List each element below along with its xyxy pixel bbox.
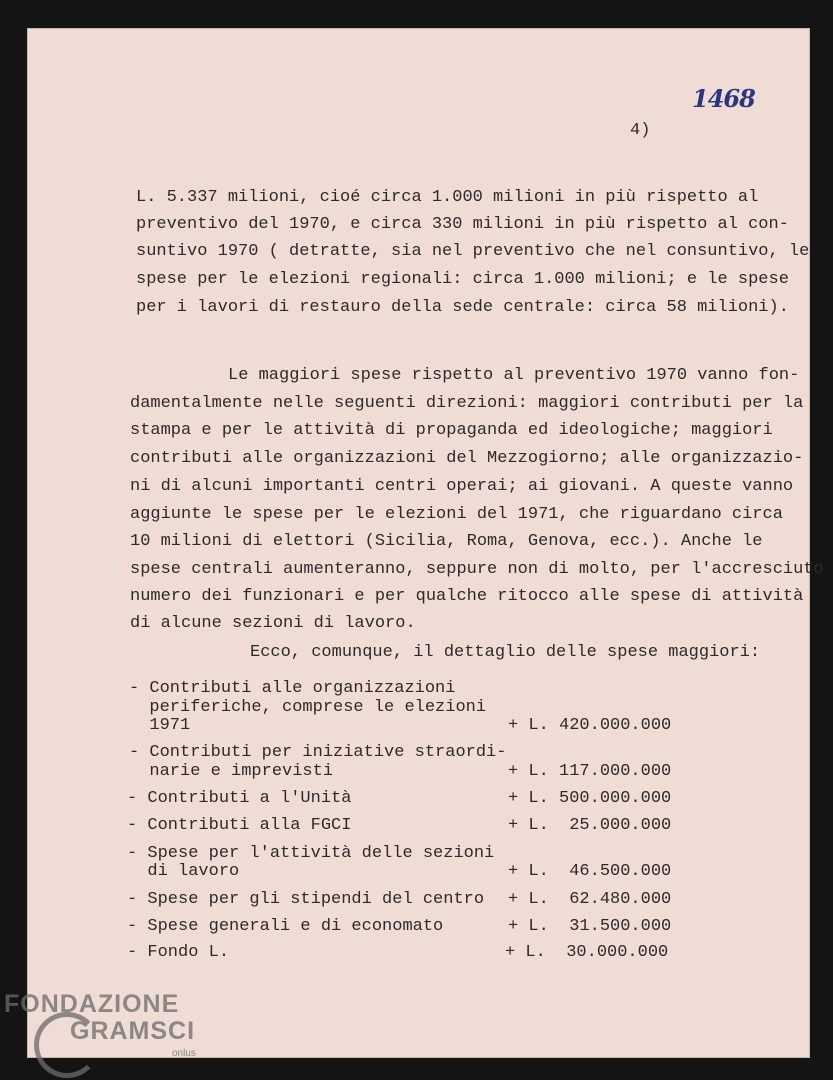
expense-label: - Fondo L.: [127, 943, 230, 962]
expense-amount: + L. 62.480.000: [508, 890, 672, 909]
text-line: 10 milioni di elettori (Sicilia, Roma, Genova, ecc.). Anche le: [130, 532, 763, 551]
expense-amount: + L. 420.000.000: [508, 716, 672, 735]
archive-stamp-number: 1468: [692, 84, 755, 113]
expense-label: periferiche, comprese le elezioni: [129, 698, 487, 717]
text-line: preventivo del 1970, e circa 330 milioni in più rispetto al con-: [136, 215, 789, 234]
expense-label: di lavoro: [127, 862, 240, 881]
watermark-line2: GRAMSCI: [70, 1017, 196, 1045]
text-line: L. 5.337 milioni, cioé circa 1.000 milioni in più rispetto al: [136, 188, 759, 207]
expense-label: - Contributi alle organizzazioni: [129, 679, 456, 698]
expense-label: 1971: [129, 716, 191, 735]
text-line: ni di alcuni importanti centri operai; ai giovani. A queste vanno: [130, 477, 794, 496]
expense-label: - Spese generali e di economato: [127, 917, 444, 936]
text-line: damentalmente nelle seguenti direzioni: maggiori contributi per la: [130, 394, 804, 413]
expense-amount: + L. 25.000.000: [508, 816, 672, 835]
text-line: numero dei funzionari e per qualche ritocco alle spese di attività: [130, 587, 804, 606]
expense-label: - Contributi a l'Unità: [127, 789, 352, 808]
expense-label: - Contributi alla FGCI: [127, 816, 352, 835]
text-line: stampa e per le attività di propaganda ed ideologiche; maggiori: [130, 421, 773, 440]
text-line: spese per le elezioni regionali: circa 1.000 milioni; e le spese: [136, 270, 789, 289]
page-number: 4): [630, 121, 651, 140]
expense-label: - Contributi per iniziative straordi-: [129, 743, 507, 762]
text-line: di alcune sezioni di lavoro.: [130, 614, 416, 633]
expense-amount: + L. 30.000.000: [505, 943, 669, 962]
watermark-suffix: onlus: [172, 1048, 196, 1059]
list-intro: Ecco, comunque, il dettaglio delle spese maggiori:: [250, 643, 761, 662]
text-line: contributi alle organizzazioni del Mezzogiorno; alle organizzazio-: [130, 449, 804, 468]
text-line: spese centrali aumenteranno, seppure non di molto, per l'accresciuto: [130, 560, 824, 579]
expense-amount: + L. 500.000.000: [508, 789, 672, 808]
fondazione-gramsci-watermark: [4, 990, 214, 1080]
expense-amount: + L. 31.500.000: [508, 917, 672, 936]
watermark-line1: FONDAZIONE: [4, 990, 180, 1018]
expense-label: narie e imprevisti: [129, 762, 334, 781]
expense-label: - Spese per gli stipendi del centro: [127, 890, 485, 909]
expense-label: - Spese per l'attività delle sezioni: [127, 844, 495, 863]
text-line: aggiunte le spese per le elezioni del 1971, che riguardano circa: [130, 505, 783, 524]
text-line: suntivo 1970 ( detratte, sia nel preventivo che nel consuntivo, le: [136, 242, 810, 261]
text-line: Le maggiori spese rispetto al preventivo 1970 vanno fon-: [228, 366, 800, 385]
expense-amount: + L. 117.000.000: [508, 762, 672, 781]
expense-amount: + L. 46.500.000: [508, 862, 672, 881]
text-line: per i lavori di restauro della sede centrale: circa 58 milioni).: [136, 298, 789, 317]
